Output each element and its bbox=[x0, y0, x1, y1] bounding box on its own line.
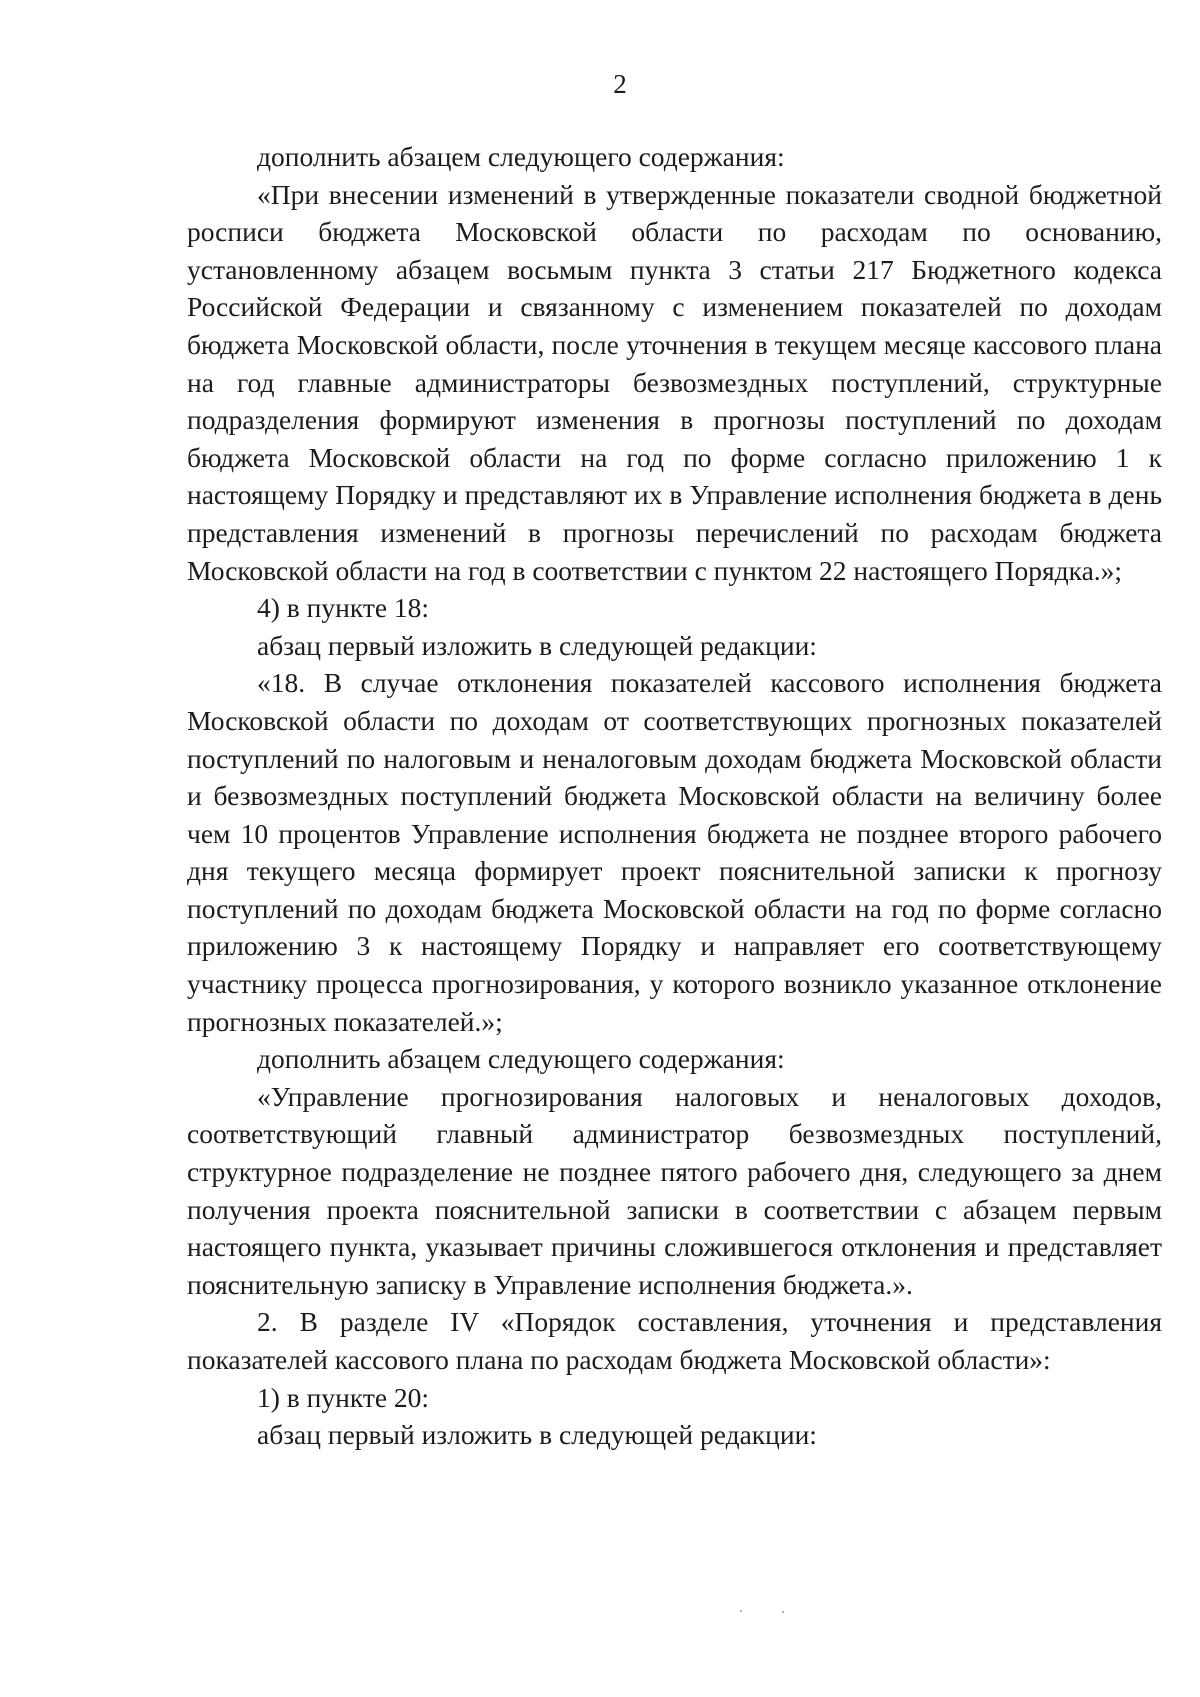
scan-speck bbox=[782, 1611, 784, 1613]
paragraph-first-abzac-1: абзац первый изложить в следующей редакции: bbox=[257, 629, 817, 661]
paragraph-quote-budget-changes: «При внесении изменений в утвержденные показатели сводной бюджетной росписи бюджета Московской области по расходам по основанию, установленному абзацем восьмым пункта 3 статьи 217 Бюджетного кодекса Российской Федерации и связанному с изменением показателей по доходам бюджета Московской области, после уточнения в текущем месяце кассового плана на год главные администраторы безвозмездных поступлений, структурные подразделения формируют изменения в прогнозы поступлений по доходам бюджета Московской области на год по форме согласно приложению 1 к настоящему Порядку и представляют их в Управление исполнения бюджета в день представления изменений в прогнозы перечислений по расходам бюджета Московской области на год в соответствии с пунктом 22 настоящего Порядка.»; bbox=[187, 178, 1162, 586]
paragraph-quote-forecast-department: «Управление прогнозирования налоговых и неналоговых доходов, соответствующий главный администратор безвозмездных поступлений, структурное подразделение не позднее пятого рабочего дня, следующего за днем получения проекта пояснительной записки в соответствии с абзацем первым настоящего пункта, указывает причины сложившегося отклонения и представляет пояснительную записку в Управление исполнения бюджета.». bbox=[187, 1080, 1162, 1300]
paragraph-add-abzac-2: дополнить абзацем следующего содержания: bbox=[257, 1043, 785, 1075]
paragraph-quote-item-18: «18. В случае отклонения показателей кассового исполнения бюджета Московской области по доходам от соответствующих прогнозных показателей поступлений по налоговым и неналоговым доходам бюджета Московской области и безвозмездных поступлений бюджета Московской области на величину более чем 10 процентов Управление исполнения бюджета не позднее второго рабочего дня текущего месяца формирует проект пояснительной записки к прогнозу поступлений по доходам бюджета Московской области на год по форме согласно приложению 3 к настоящему Порядку и направляет его соответствующему участнику процесса прогнозирования, у которого возникло указанное отклонение прогнозных показателей.»; bbox=[187, 667, 1162, 1037]
paragraph-section-iv: 2. В разделе IV «Порядок составления, уточнения и представления показателей кассового плана по расходам бюджета Московской области»: bbox=[187, 1306, 1162, 1375]
scan-speck bbox=[740, 1610, 742, 1612]
page-number: 2 bbox=[613, 69, 627, 99]
paragraph-first-abzac-2: абзац первый изложить в следующей редакции: bbox=[257, 1419, 817, 1451]
document-body bbox=[187, 138, 1162, 1454]
paragraph-item-20: 1) в пункте 20: bbox=[257, 1381, 430, 1413]
paragraph-item-4: 4) в пункте 18: bbox=[257, 592, 430, 624]
paragraph-add-abzac-1: дополнить абзацем следующего содержания: bbox=[257, 141, 785, 172]
